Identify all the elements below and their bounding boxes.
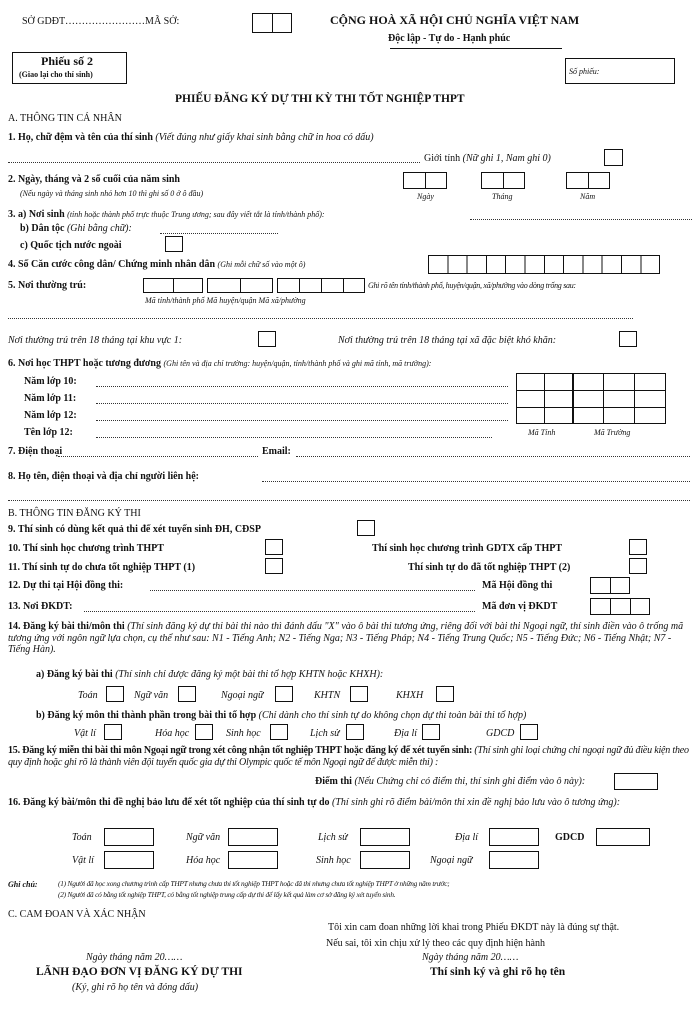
note-1: (1) Người đã học xong chương trình cấp THPT nhưng chưa thi tốt nghiệp THPT hoặc đã thi nhưng chưa tốt nghiệp THPT ở những năm trước; <box>58 879 450 888</box>
section-c-title: C. CAM ĐOAN VÀ XÁC NHẬN <box>8 909 146 920</box>
id-number-boxes[interactable] <box>428 255 660 274</box>
q14a-subject-1: Ngữ văn <box>134 690 169 701</box>
q14a-subject-4: KHXH <box>396 690 424 701</box>
q2-note: (Nếu ngày và tháng sinh nhỏ hơn 10 thì ghi số 0 ở ô đầu) <box>20 189 204 198</box>
q16-subject-5: Vật lí <box>72 855 94 866</box>
q14b-subject-1: Hóa học <box>155 728 190 739</box>
q5-sub-captions: Mã tỉnh/thành phố Mã huyện/quận Mã xã/phường <box>145 296 306 305</box>
q5-note: Ghi rõ tên tỉnh/thành phố, huyện/quận, xã/phường vào dòng trống sau: <box>368 281 576 290</box>
kv1-label: Nơi thường trú trên 18 tháng tại khu vực 1: <box>8 335 183 346</box>
q15-label: 15. Đăng ký miễn thi bài thi môn Ngoại ngữ trong xét công nhận tốt nghiệp THPT hoặc đăng ký để xét tuyển sinh: <box>8 745 473 756</box>
q15-note: (Thí sinh ghi loại chứng chỉ ngoại ngữ đủ điều kiện theo quy định hoặc ghi rõ là thành viên đội tuyển quốc gia dự thi Olympic quốc tế môn Ngoại ngữ để được miễn thi) : <box>8 745 689 768</box>
grade11-line[interactable] <box>96 403 508 404</box>
q14b-subject-0: Vật lí <box>74 728 96 739</box>
province-code-caption: Mã Tỉnh <box>528 428 556 437</box>
grade10-line[interactable] <box>96 386 508 387</box>
foreign-nationality-box[interactable] <box>165 236 183 252</box>
grade10-label: Năm lớp 10: <box>24 376 77 387</box>
q16-subject-3: Địa lí <box>455 832 479 843</box>
q1-name-line[interactable] <box>8 162 420 163</box>
so-phieu-label: Số phiếu: <box>569 67 600 76</box>
q6-note: (Ghi tên và địa chỉ trường: huyện/quận, tỉnh/thành phố và ghi mã tỉnh, mã trường): <box>163 359 432 368</box>
province-code-boxes[interactable] <box>143 278 203 293</box>
q14a-label: a) Đăng ký bài thi <box>36 669 113 680</box>
pledge-line-1: Tôi xin cam đoan những lời khai trong Phiếu ĐKDT này là đúng sự thật. <box>328 922 620 933</box>
q14b-box-1[interactable] <box>195 724 213 740</box>
so-phieu-box[interactable] <box>565 58 675 84</box>
contact-line-2[interactable] <box>8 500 690 501</box>
council-code-boxes[interactable] <box>590 577 630 594</box>
q14b-subject-5: GDCD <box>486 728 515 739</box>
note-2: (2) Người đã có bằng tốt nghiệp THPT, có bằng tốt nghiệp trung cấp dự thi để lấy kết quả làm cơ sở đăng ký xét tuyển sinh. <box>58 890 396 899</box>
grade12-line[interactable] <box>96 420 508 421</box>
phone-line[interactable] <box>58 456 258 457</box>
class12-label: Tên lớp 12: <box>24 427 73 438</box>
q14b-note: (Chỉ dành cho thí sinh tự do không chọn dự thi toàn bài thi tổ hợp) <box>258 710 527 721</box>
year-boxes[interactable] <box>566 172 610 189</box>
q16-subject-2: Lịch sử <box>318 832 348 843</box>
q6-label: 6. Nơi học THPT hoặc tương đương <box>8 358 161 369</box>
q14b-box-4[interactable] <box>422 724 440 740</box>
day-boxes[interactable] <box>403 172 447 189</box>
q13b-label: Mã đơn vị ĐKDT <box>482 601 558 612</box>
q14a-subject-0: Toán <box>78 690 98 701</box>
birthplace-line[interactable] <box>470 219 692 220</box>
residence-line[interactable] <box>8 318 633 319</box>
q15-score-box[interactable] <box>614 773 658 790</box>
q14b-label: b) Đăng ký môn thi thành phần trong bài thi tổ hợp <box>36 710 257 721</box>
dbkk-box[interactable] <box>619 331 637 347</box>
q14a-subject-2: Ngoại ngữ <box>221 690 264 701</box>
ma-so-boxes[interactable] <box>252 13 292 33</box>
contact-line-1[interactable] <box>262 481 690 482</box>
q14a-box-1[interactable] <box>178 686 196 702</box>
q7-label: 7. Điện thoại <box>8 446 63 457</box>
q12-label: 12. Dự thi tại Hội đồng thi: <box>8 580 124 591</box>
q16-subject-6: Hóa học <box>186 855 221 866</box>
registration-place-line[interactable] <box>84 611 475 612</box>
q14a-box-4[interactable] <box>436 686 454 702</box>
leader-title: LÃNH ĐẠO ĐƠN VỊ ĐĂNG KÝ DỰ THI <box>36 966 243 978</box>
exam-council-line[interactable] <box>150 590 475 591</box>
q16-subject-0: Toán <box>72 832 92 843</box>
so-gddt-label: SỞ GDĐT……………………MÃ SỞ: <box>22 16 180 27</box>
q10b-label: Thí sinh học chương trình GDTX cấp THPT <box>372 543 563 554</box>
phieu-box <box>12 52 127 84</box>
day-caption: Ngày <box>417 192 434 201</box>
school-code-grid[interactable] <box>516 373 666 424</box>
date-left: Ngày tháng năm 20…… <box>86 952 183 963</box>
q16-box-3[interactable] <box>489 828 539 846</box>
q10b-box[interactable] <box>629 539 647 555</box>
q14b-box-0[interactable] <box>104 724 122 740</box>
q3b-label: b) Dân tộc <box>20 223 65 234</box>
q5-label: 5. Nơi thường trú: <box>8 280 87 291</box>
q14b-subject-3: Lịch sử <box>310 728 340 739</box>
q12b-label: Mã Hội đồng thi <box>482 580 553 591</box>
q11-label: 11. Thí sinh tự do chưa tốt nghiệp THPT (1) <box>8 562 196 573</box>
ethnicity-line[interactable] <box>160 233 278 234</box>
notes-label: Ghi chú: <box>8 880 38 889</box>
school-code-caption: Mã Trường <box>594 428 631 437</box>
q11b-box[interactable] <box>629 558 647 574</box>
district-code-boxes[interactable] <box>207 278 273 293</box>
q10-label: 10. Thí sinh học chương trình THPT <box>8 543 164 554</box>
q14b-subject-2: Sinh học <box>226 728 261 739</box>
q15-score-label: Điểm thi <box>315 776 352 787</box>
phieu-subtitle: (Giao lại cho thí sinh) <box>19 70 93 79</box>
email-label: Email: <box>262 446 291 457</box>
q14b-box-2[interactable] <box>270 724 288 740</box>
q14a-box-0[interactable] <box>106 686 124 702</box>
q16-subject-4: GDCD <box>555 832 585 843</box>
section-a-title: A. THÔNG TIN CÁ NHÂN <box>8 113 122 124</box>
q3a-note: (tỉnh hoặc thành phố trực thuộc Trung ương; sau đây viết tắt là tỉnh/thành phố): <box>67 210 325 219</box>
ward-code-boxes[interactable] <box>277 278 365 293</box>
q14a-box-2[interactable] <box>275 686 293 702</box>
q8-label: 8. Họ tên, điện thoại và địa chỉ người liên hệ: <box>8 471 200 482</box>
motto: Độc lập - Tự do - Hạnh phúc <box>388 33 511 44</box>
pledge-line-2: Nếu sai, tôi xin chịu xử lý theo các quy định hiện hành <box>326 938 545 949</box>
q16-label: 16. Đăng ký bài/môn thi đề nghị bảo lưu để xét tốt nghiệp của thí sinh tự do <box>8 797 330 808</box>
q16-subject-1: Ngữ văn <box>186 832 221 843</box>
q16-box-6[interactable] <box>228 851 278 869</box>
q14-languages: N1 - Tiếng Anh; N2 - Tiếng Nga; N3 - Tiếng Pháp; N4 - Tiếng Trung Quốc; N5 - Tiếng Đức; N6 - Tiếng Nhật; N7 - Tiếng Hàn). <box>8 632 672 655</box>
motto-underline <box>390 48 562 49</box>
unit-code-boxes[interactable] <box>590 598 650 615</box>
q9-label: 9. Thí sinh có dùng kết quả thi để xét tuyển sinh ĐH, CĐSP <box>8 524 261 535</box>
kv1-box[interactable] <box>258 331 276 347</box>
candidate-signature-label: Thí sinh ký và ghi rõ họ tên <box>430 966 566 978</box>
q10-box[interactable] <box>265 539 283 555</box>
grade11-label: Năm lớp 11: <box>24 393 77 404</box>
q1-note: (Viết đúng như giấy khai sinh bằng chữ in hoa có dấu) <box>155 132 374 143</box>
date-right: Ngày tháng năm 20…… <box>422 952 519 963</box>
q14b-subject-4: Địa lí <box>394 728 418 739</box>
section-b-title: B. THÔNG TIN ĐĂNG KÝ THI <box>8 508 141 519</box>
q14b-box-3[interactable] <box>346 724 364 740</box>
q2-label: 2. Ngày, tháng và 2 số cuối của năm sinh <box>8 174 180 185</box>
q14a-note: (Thí sinh chỉ được đăng ký một bài thi tổ hợp KHTN hoặc KHXH): <box>115 669 384 680</box>
dbkk-label: Nơi thường trú trên 18 tháng tại xã đặc biệt khó khăn: <box>338 335 557 346</box>
grade12-label: Năm lớp 12: <box>24 410 77 421</box>
q16-subject-7: Sinh học <box>316 855 351 866</box>
q16-note: (Thí sinh ghi rõ điểm bài/môn thi xin đề nghị bảo lưu vào ô tương ứng): <box>332 797 621 808</box>
q14a-box-3[interactable] <box>350 686 368 702</box>
q4-label: 4. Số Căn cước công dân/ Chứng minh nhân dân <box>8 259 216 270</box>
q9-box[interactable] <box>357 520 375 536</box>
leader-note: (Ký, ghi rõ họ tên và đóng dấu) <box>72 982 199 993</box>
email-line[interactable] <box>296 456 690 457</box>
q16-subject-8: Ngoại ngữ <box>430 855 473 866</box>
q14b-box-5[interactable] <box>520 724 538 740</box>
q16-box-0[interactable] <box>104 828 154 846</box>
q11b-label: Thí sinh tự do đã tốt nghiệp THPT (2) <box>408 562 571 573</box>
q14-label: 14. Đăng ký bài thi/môn thi <box>8 621 125 632</box>
q16-box-1[interactable] <box>228 828 278 846</box>
phieu-title: Phiếu số 2 <box>41 54 94 68</box>
q4-note: (Ghi mỗi chữ số vào một ô) <box>217 260 306 269</box>
q16-box-5[interactable] <box>104 851 154 869</box>
q1-label: 1. Họ, chữ đệm và tên của thí sinh <box>8 132 153 143</box>
q11-box[interactable] <box>265 558 283 574</box>
q16-box-4[interactable] <box>596 828 650 846</box>
gender-label: Giới tính <box>424 153 461 164</box>
main-title: PHIẾU ĐĂNG KÝ DỰ THI KỲ THI TỐT NGHIỆP THPT <box>175 93 465 105</box>
q3c-label: c) Quốc tịch nước ngoài <box>20 240 122 251</box>
q16-box-2[interactable] <box>360 828 410 846</box>
q3a-label: 3. a) Nơi sinh <box>8 209 65 220</box>
q15-score-note: (Nếu Chứng chỉ có điểm thi, thí sinh ghi điểm vào ô này): <box>354 776 586 787</box>
q13-label: 13. Nơi ĐKDT: <box>8 601 73 612</box>
republic-heading: CỘNG HOÀ XÃ HỘI CHỦ NGHĨA VIỆT NAM <box>330 13 580 27</box>
q16-box-8[interactable] <box>489 851 539 869</box>
q14a-subject-3: KHTN <box>314 690 341 701</box>
q3b-note: (Ghi bằng chữ): <box>66 223 132 234</box>
month-boxes[interactable] <box>481 172 525 189</box>
q14-note: (Thí sinh đăng ký dự thi bài thi nào thì đánh dấu "X" vào ô bài thi tương ứng, riêng đối với bài thi Ngoại ngữ, thí sinh điền vào ô trống mã tương ứng với ngôn ngữ lựa chọn, cụ thể như sau: <box>8 621 684 644</box>
q16-box-7[interactable] <box>360 851 410 869</box>
month-caption: Tháng <box>492 192 513 201</box>
gender-box[interactable] <box>604 149 623 166</box>
year-caption: Năm <box>580 192 596 201</box>
class12-line[interactable] <box>96 437 492 438</box>
gender-note: (Nữ ghi 1, Nam ghi 0) <box>462 153 551 164</box>
